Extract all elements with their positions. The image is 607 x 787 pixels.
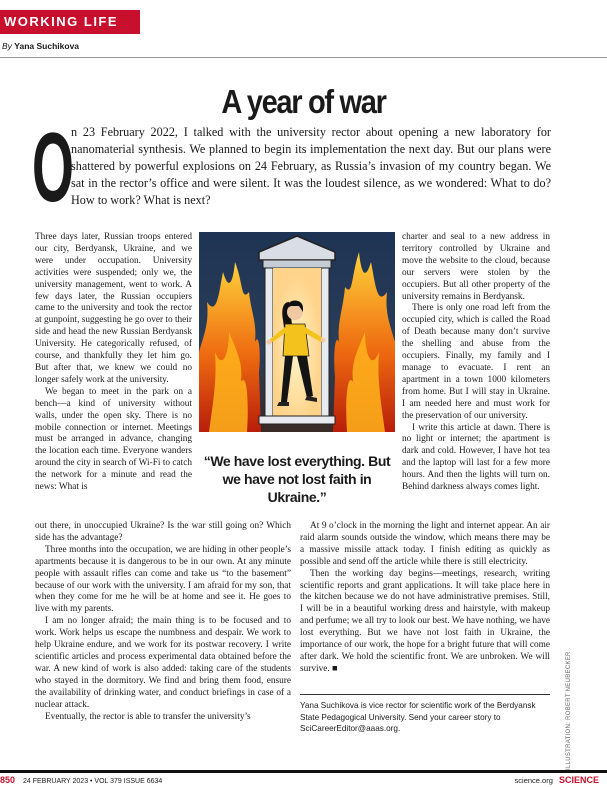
journal-brand: SCIENCE <box>558 775 599 785</box>
author-name: Yana Suchikova <box>14 41 80 51</box>
illustration-credit: ILLUSTRATION: ROBERT NEUBECKER <box>566 651 572 770</box>
left-column <box>35 232 192 494</box>
byline-prefix: By <box>2 41 12 51</box>
body-paragraph <box>300 569 550 676</box>
section-label: WORKING LIFE <box>0 10 140 34</box>
body-paragraph: I am no longer afraid; the main thing is to be focused and to work. Work helps us escape the numbness and despair. We work to help Ukraine endure, and we work for its postwar recovery. I write scientific articles and process experimental data obtained before the war. A new kind of work is also added: taking care of the students who stayed in the dormitory. We find and bring them food, ensure the availability of drinking water, and conduct briefings in case of a nuclear attack. <box>35 616 291 710</box>
body-paragraph: Eventually, the rector is able to transfer the university’s <box>45 711 251 722</box>
author-bio: Yana Suchikova is vice rector for scientific work of the Berdyansk State Pedagogical University. Send your career story to SciCareerEditor@aaas.org. <box>300 701 536 734</box>
header-divider <box>0 57 607 58</box>
footer-left <box>0 775 162 785</box>
pull-quote: “We have lost everything. But we have not lost faith in Ukraine.” <box>203 453 391 505</box>
body-paragraph: We began to meet in the park on a bench—a kind of university without walls, under the open sky. There is no mobile connection or internet. Meetings must be arranged in advance, changing the location each time. Everyone wanders around the city in search of Wi-Fi to catch the network for a minute and read the news: What is <box>35 386 192 493</box>
byline <box>2 41 79 51</box>
illustration-art <box>199 232 395 432</box>
issue-info: 24 FEBRUARY 2023 • VOL 379 ISSUE 6634 <box>22 778 163 785</box>
drop-cap: O <box>32 112 74 222</box>
bio-divider <box>300 694 550 695</box>
body-paragraph: Three months into the occupation, we are hiding in other people’s apartments because it is dangerous to be in our own. At any minute people with assault rifles can come and take us “to the basement” because of our work with the university. I am afraid for my son, that when they come for me he will be at home and see it. He goes to live with my parents. <box>35 544 291 615</box>
right-column <box>402 232 550 494</box>
lede-paragraph: n 23 February 2022, I talked with the university rector about opening a new laboratory for nanomaterial synthesis. We planned to begin its implementation the next day. But our plans were shattered by powerful explosions on 24 February, as Russia’s invasion of my country began. We sat in the rector’s office and were silent. It was the loudest silence, as we wondered: What to do? How to work? What is next? <box>71 125 551 207</box>
bottom-left-column <box>35 521 291 723</box>
closing-paragraph-text: Then the working day begins—meetings, research, writing scientific reports and grant applications. It will take place here in the kitchen because we do not have administrative premises. Still, I will be in a beautiful working dress and hairstyle, with makeup and perfume; we all try to look our best. We have nothing, we have lost everything. But we have not lost faith in Ukraine, the importance of our work, the hope for a bright future that will come after dark. We hold the scientific front. We are unbroken. We will survive. <box>300 568 550 674</box>
site-url: science.org <box>514 776 553 785</box>
body-paragraph: At 9 o’clock in the morning the light and internet appear. An air raid alarm sounds outside the window, which means there may be a massive missile attack today. I finish editing as quickly as possible and send off the article while there is still electricity. <box>300 521 550 567</box>
footer-divider <box>0 770 607 773</box>
burning-doorway-illustration <box>199 232 395 432</box>
body-paragraph: I write this article at dawn. There is no light or internet; the apartment is dark and cold. However, I have hot tea and the laptop will last for a few more hours. And then the lights will turn on. Behind darkness always comes light. <box>402 422 550 493</box>
footer-right <box>515 775 599 785</box>
article-title: A year of war <box>221 83 386 120</box>
body-paragraph: Three days later, Russian troops entered our city, Berdyansk, Ukraine, and we were under occupation. University activities were suspended; only we, the university management, went to work. A few days later, the Russian occupiers came to the university and took the rector at gunpoint, suggesting he go over to their side and head the new Russian Berdyansk University. He categorically refused, of course, and thankfully they let him go. But after that, we knew we could no longer safely work at the university. <box>35 232 192 385</box>
body-paragraph: out there, in unoccupied Ukraine? Is the war still going on? Which side has the advantage? <box>35 521 291 543</box>
bottom-right-column <box>300 521 550 676</box>
body-paragraph: charter and seal to a new address in territory controlled by Ukraine and move the website to the cloud, because our servers were stolen by the occupiers. But all other property of the university remains in Berdyansk. <box>402 232 550 302</box>
page-number: 850 <box>0 775 16 785</box>
body-paragraph: There is only one road left from the occupied city, which is called the Road of Death because many don’t survive the shelling and abuse from the occupiers. Finally, my family and I manage to evacuate. I rent an apartment in a town 1000 kilometers from home. But I will stay in Ukraine. I am needed here and must work for the preservation of our university. <box>402 303 550 421</box>
end-mark-icon: ■ <box>332 663 338 674</box>
